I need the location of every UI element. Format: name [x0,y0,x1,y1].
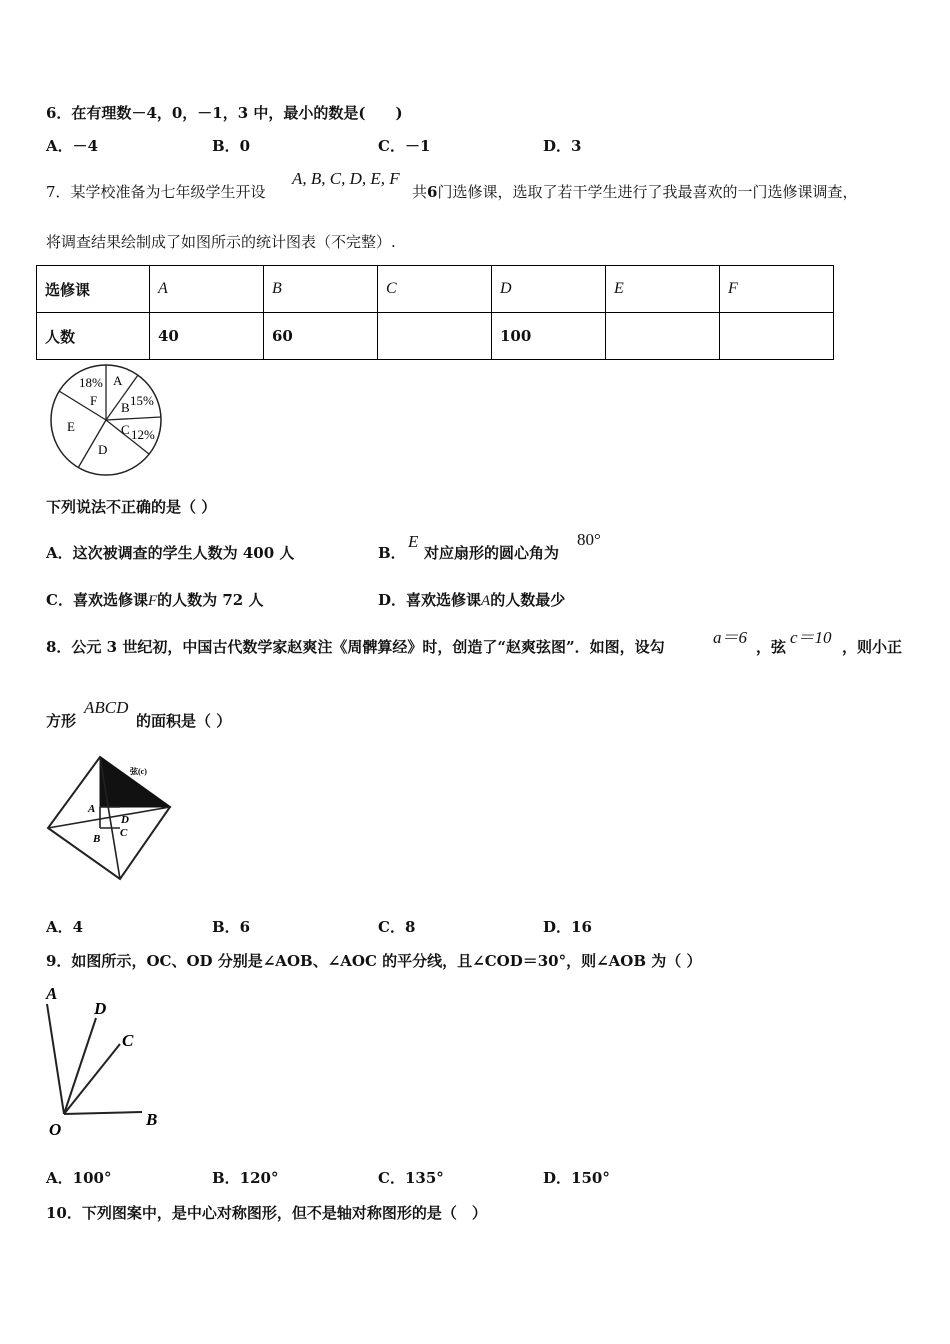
fig-label-xian: 弦(c) [130,767,147,776]
q10-stem: 10．下列图案中，是中心对称图形，但不是轴对称图形的是（ ） [46,1204,487,1222]
q7-stem-math: A, B, C, D, E, F [292,169,400,188]
q8-line2-math: ABCD [84,698,129,717]
pie-label-c: C [121,422,130,437]
q8-line2-prefix: 方形 [46,712,77,730]
q9-stem: 9．如图所示，OC、OD 分别是∠AOB、∠AOC 的平分线，且∠COD＝30°，则∠AOB 为（ ） [46,952,702,970]
q7-option-a: A．这次被调查的学生人数为 400 人 [46,544,295,562]
pie-label-b-pct: 15% [130,393,154,408]
q7-option-b-value: 80° [577,530,601,549]
table-header-cell: B [264,266,378,313]
q6-option-b: B．0 [212,137,251,155]
q9-option-c: C．135° [378,1169,444,1187]
table-cell: 人数 [37,313,150,360]
q8-zhao-shuang-figure [44,752,180,886]
q6-option-d: D．3 [543,137,582,155]
table-cell: 60 [264,313,378,360]
q8-option-d: D．16 [543,918,592,936]
q8-stem-part2: ，弦 [756,638,787,656]
q8-math-c: c＝10 [790,628,832,647]
pie-label-a: A [113,373,123,388]
pie-label-f: F [90,393,98,408]
pie-label-c-pct: 12% [131,427,155,442]
q6-option-c: C．－1 [378,137,431,155]
fig-label-d: D [121,814,129,826]
table-header-cell: C [378,266,492,313]
q9-option-b: B．120° [212,1169,279,1187]
pie-label-f-pct: 18% [79,375,103,390]
q7-stem-line2: 将调查结果绘制成了如图所示的统计图表（不完整）. [46,233,396,251]
q9-option-a: A．100° [46,1169,112,1187]
table-header-cell: E [606,266,720,313]
table-header-cell: F [720,266,834,313]
q8-option-b: B．6 [212,918,251,936]
q8-option-a: A．4 [46,918,84,936]
q6-option-a: A．－4 [46,137,99,155]
q7-option-b-math: E [408,532,419,551]
q8-line2-text: 的面积是（ ） [136,712,232,730]
fig-label-c: C [122,1031,134,1050]
pie-label-b: B [121,400,130,415]
q7-question: 下列说法不正确的是（ ） [46,498,217,516]
q7-course-table [36,265,834,360]
table-row [37,266,834,313]
table-header-cell: 选修课 [37,266,150,313]
q8-stem-part1: 8．公元 3 世纪初，中国古代数学家赵爽注《周髀算经》时，创造了“赵爽弦图”．如图，设勾 [46,638,665,656]
q7-stem-part1: 7．某学校准备为七年级学生开设 [46,183,266,201]
q7-option-c: C．喜欢选修课F的人数为 72 人 [46,591,264,609]
table-cell: 40 [150,313,264,360]
q9-option-d: D．150° [543,1169,610,1187]
fig-label-d: D [94,999,107,1018]
q7-stem-part2: 共6门选修课，选取了若干学生进行了我最喜欢的一门选修课调查， [412,183,858,201]
fig-label-c: C [120,827,128,839]
pie-label-d: D [98,442,108,457]
q7-option-b-prefix: B． [378,544,406,562]
q8-stem-part3: ，则小正 [842,638,903,656]
fig-label-b: B [93,833,101,845]
table-cell: 100 [492,313,606,360]
q7-option-d: D．喜欢选修课A的人数最少 [378,591,566,609]
q7-pie-chart [46,362,176,478]
table-header-cell: D [492,266,606,313]
fig-label-a: A [46,984,58,1003]
table-cell [720,313,834,360]
table-row [37,313,834,360]
q6-stem: 6．在有理数－4，0，－1，3 中，最小的数是( ) [46,104,403,122]
q9-angle-figure [40,980,180,1140]
q7-option-b-text: 对应扇形的圆心角为 [424,544,560,562]
fig-label-b: B [146,1110,158,1129]
fig-label-a: A [88,803,96,815]
fig-label-o: O [49,1120,62,1139]
table-cell [606,313,720,360]
table-cell [378,313,492,360]
q8-option-c: C．8 [378,918,416,936]
pie-label-e: E [67,419,75,434]
q8-math-a: a＝6 [713,628,747,647]
table-header-cell: A [150,266,264,313]
